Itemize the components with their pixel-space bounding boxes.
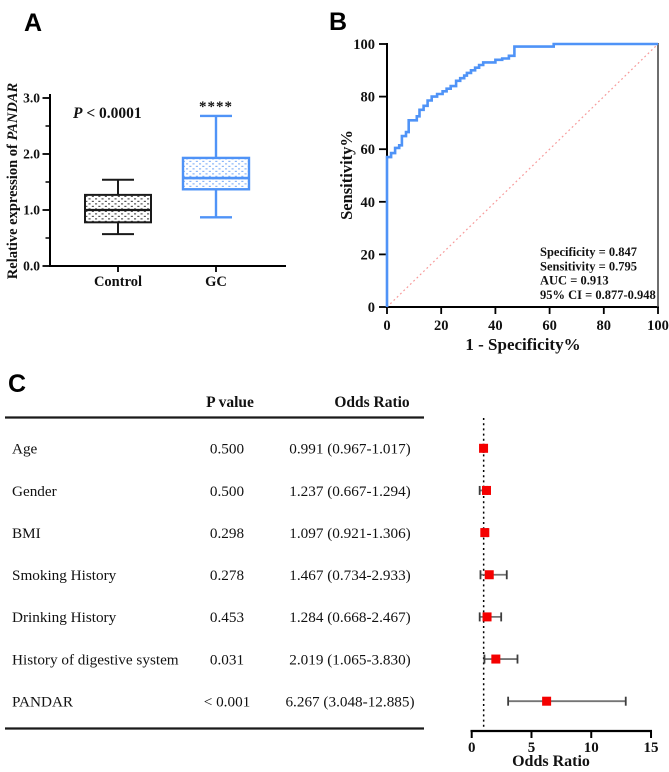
forest-row: [480, 570, 506, 579]
forest-x-tick-label: 15: [643, 740, 659, 756]
b-y-tick-label: 100: [353, 37, 375, 53]
box-control: [85, 195, 151, 222]
forest-x-tick-label: 5: [527, 740, 536, 756]
stat-auc: AUC = 0.913: [540, 273, 609, 288]
odds-ratio-cell: 6.267 (3.048-12.885): [285, 693, 415, 711]
or-marker: [491, 655, 500, 664]
panel-a-letter: A: [24, 9, 43, 37]
panel-a-y-axis-title: [5, 82, 21, 279]
row-label: PANDAR: [12, 693, 74, 711]
p-value-annotation: [73, 105, 142, 122]
forest-row: [480, 528, 489, 537]
or-marker: [485, 570, 494, 579]
panel-c-table-forest: [5, 394, 659, 770]
p-value-cell: 0.500: [209, 482, 245, 500]
b-x-tick-label: 80: [596, 318, 612, 334]
table-row: [12, 567, 411, 584]
stat-ci: 95% CI = 0.877-0.948: [540, 287, 656, 302]
b-y-tick-label: 20: [360, 247, 375, 264]
table-row: [12, 609, 411, 626]
a-y-tick-label: 1.0: [23, 202, 40, 218]
forest-x-axis-title: Odds Ratio: [512, 753, 590, 770]
b-x-tick-label: 60: [542, 318, 557, 334]
a-category-label: GC: [205, 274, 227, 290]
forest-x-tick-label: 0: [467, 740, 476, 756]
panel-b-x-axis-title: 1 - Specificity%: [465, 335, 581, 354]
panel-c-letter: C: [8, 370, 27, 398]
column-header-odds-ratio: Odds Ratio: [334, 394, 410, 411]
or-marker: [479, 444, 488, 453]
forest-row: [480, 612, 502, 621]
b-y-tick-label: 40: [360, 194, 375, 211]
b-x-tick-label: 20: [433, 318, 449, 334]
b-y-tick-label: 0: [367, 300, 375, 316]
table-row: [12, 694, 415, 711]
y-axis-title-gene: PANDAR: [5, 82, 21, 141]
forest-x-tick-label: 10: [583, 740, 599, 756]
row-label: BMI: [12, 524, 41, 542]
table-row: [12, 525, 411, 542]
row-label: Smoking History: [12, 567, 117, 585]
or-marker: [480, 528, 489, 537]
a-category-label: Control: [93, 274, 143, 290]
row-label: History of digestive system: [12, 651, 179, 669]
row-label: Gender: [12, 482, 57, 500]
table-row: [12, 441, 411, 458]
a-y-tick-label: 2.0: [23, 146, 40, 162]
b-y-tick-label: 60: [360, 142, 375, 159]
forest-row: [484, 655, 517, 664]
table-row: [12, 651, 411, 668]
or-marker: [542, 697, 551, 706]
p-value-cell: 0.453: [209, 609, 245, 627]
p-value-cell: 0.500: [209, 440, 245, 458]
panel-b-y-axis-title: Sensitivity%: [337, 130, 356, 220]
odds-ratio-cell: 1.284 (0.668-2.467): [289, 609, 411, 627]
a-y-tick-label: 0.0: [23, 258, 40, 274]
box-gc: [183, 158, 249, 189]
b-x-tick-label: 0: [383, 318, 391, 334]
panel-a-boxplot: [5, 82, 286, 290]
forest-row: [479, 444, 488, 453]
p-value-cell: 0.031: [209, 651, 245, 669]
odds-ratio-cell: 1.097 (0.921-1.306): [289, 524, 411, 542]
a-y-tick-label: 3.0: [23, 90, 40, 106]
b-y-tick-label: 80: [360, 89, 375, 106]
table-row: [12, 483, 411, 500]
odds-ratio-cell: 1.467 (0.734-2.933): [289, 567, 411, 585]
or-marker: [483, 612, 492, 621]
p-value-cell: 0.278: [209, 567, 245, 585]
panel-b-roc: [337, 37, 669, 354]
odds-ratio-cell: 2.019 (1.065-3.830): [289, 651, 411, 669]
significance-stars: ****: [199, 99, 233, 115]
odds-ratio-cell: 0.991 (0.967-1.017): [289, 440, 411, 458]
odds-ratio-cell: 1.237 (0.667-1.294): [289, 482, 411, 500]
forest-row: [508, 697, 626, 706]
column-header-p-value: P value: [206, 394, 254, 411]
b-x-tick-label: 40: [488, 318, 503, 334]
panel-b-letter: B: [329, 8, 348, 36]
p-symbol: P: [73, 105, 83, 122]
p-value-cell: < 0.001: [203, 693, 251, 711]
p-value-text: < 0.0001: [82, 105, 142, 122]
stat-specificity: Specificity = 0.847: [540, 245, 638, 259]
row-label: Age: [12, 440, 38, 458]
or-marker: [482, 486, 491, 495]
p-value-cell: 0.298: [209, 524, 245, 542]
row-label: Drinking History: [12, 609, 117, 627]
b-x-tick-label: 100: [647, 318, 669, 334]
y-axis-title-prefix: Relative expression of: [5, 140, 21, 280]
forest-row: [480, 486, 491, 495]
stat-sensitivity: Sensitivity = 0.795: [540, 259, 638, 274]
